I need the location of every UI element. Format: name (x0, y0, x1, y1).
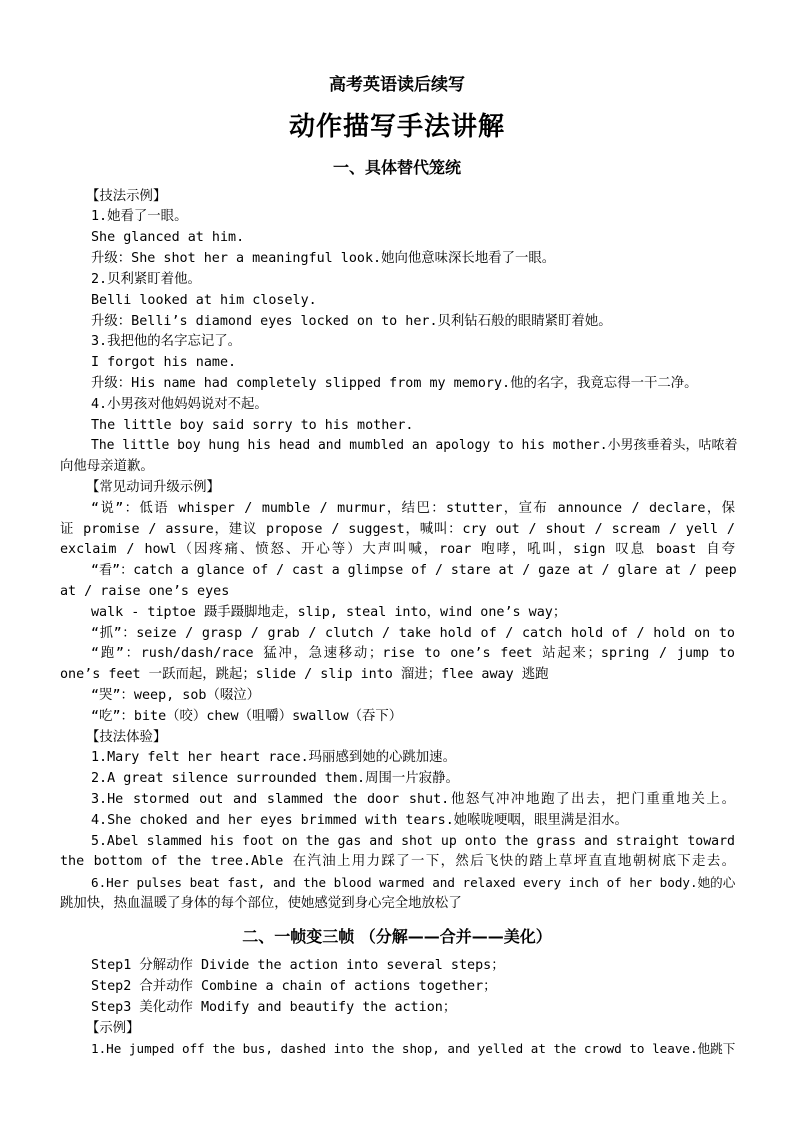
example-1-english: She glanced at him. (91, 230, 245, 245)
practice-label: 【技法体验】 (86, 730, 167, 745)
practice-4: 4.She choked and her eyes brimmed with tears.她喉咙哽咽，眼里满是泪水。 (91, 813, 628, 828)
verb-say: “说”：低语 whisper / mumble / murmur，结巴：stutter，宣布 announce / declare，保 (91, 501, 735, 516)
verb-walk: walk - tiptoe 蹑手蹑脚地走，slip, steal into，wind one’s way； (91, 605, 567, 620)
example-2-upgrade: 升级：Belli’s diamond eyes locked on to her.贝利钻石般的眼睛紧盯着她。 (91, 314, 612, 329)
verb-run-cont: one’s feet 一跃而起，跳起；slide / slip into 溜进；flee away 逃跑 (60, 667, 549, 682)
practice-3: 3.He stormed out and slammed the door shut.他怒气冲冲地跑了出去，把门重重地关上。 (91, 792, 735, 807)
practice-5: 5.Abel slammed his foot on the gas and shot up onto the grass and straight toward (91, 834, 735, 849)
example-2-english: Belli looked at him closely. (91, 293, 317, 308)
practice-6: 6.Her pulses beat fast, and the blood warmed and relaxed every inch of her body.她的心 (91, 875, 736, 890)
example-4-upgrade-cont: 向他母亲道歉。 (60, 459, 154, 474)
example-1-upgrade: 升级：She shot her a meaningful look.她向他意味深长地看了一眼。 (91, 251, 556, 266)
verb-cry: “哭”：weep, sob（啜泣） (91, 688, 261, 703)
practice-6-cont: 跳加快，热血温暖了身体的每个部位，使她感觉到身心完全地放松了 (60, 896, 462, 911)
verbs-label: 【常见动词升级示例】 (86, 480, 220, 495)
example-3: 3.我把他的名字忘记了。 (91, 334, 242, 349)
example-4-english: The little boy said sorry to his mother. (91, 418, 414, 433)
verb-see: “看”：catch a glance of / cast a glimpse of / stare at / gaze at / glare at / peep (91, 563, 737, 578)
practice-2: 2.A great silence surrounded them.周围一片寂静。 (91, 771, 459, 786)
example-3-english: I forgot his name. (91, 355, 237, 370)
section2-heading: 二、一帧变三帧 （分解——合并——美化） (242, 927, 552, 946)
examples-label: 【技法示例】 (86, 189, 167, 204)
example-3-upgrade: 升级：His name had completely slipped from my memory.他的名字，我竟忘得一干二净。 (91, 376, 698, 391)
step-3: Step3 美化动作 Modify and beautify the action； (91, 1000, 457, 1015)
example-1: 1.她看了一眼。 (91, 209, 188, 224)
practice-1: 1.Mary felt her heart race.玛丽感到她的心跳加速。 (91, 750, 456, 765)
verb-run: “跑”：rush/dash/race 猛冲，急速移动；rise to one’s feet 站起来；spring / jump to (91, 646, 735, 661)
example-4-upgrade: The little boy hung his head and mumbled an apology to his mother.小男孩垂着头，咕哝着 (91, 438, 738, 453)
step-2: Step2 合并动作 Combine a chain of actions together； (91, 979, 497, 994)
practice-5-cont: the bottom of the tree.Able 在汽油上用力踩了一下，然后飞快的踏上草坪直直地朝树底下走去。 (60, 854, 735, 869)
example-4: 4.小男孩对他妈妈说对不起。 (91, 397, 268, 412)
document-title: 高考英语读后续写 (329, 75, 465, 95)
verb-say-cont: 证 promise / assure，建议 propose / suggest，喊叫：cry out / shout / scream / yell / (60, 522, 735, 537)
verb-see-cont: at / raise one’s eyes (60, 584, 230, 599)
example-2: 2.贝利紧盯着他。 (91, 272, 201, 287)
section1-heading: 一、具体替代笼统 (332, 158, 461, 177)
example-sentence-1: 1.He jumped off the bus, dashed into the shop, and yelled at the crowd to leave.他跳下 (91, 1041, 736, 1056)
step-1: Step1 分解动作 Divide the action into several steps； (91, 958, 505, 973)
verb-eat: “吃”：bite（咬）chew（咀嚼）swallow（吞下） (91, 709, 403, 724)
verb-say-cont: exclaim / howl（因疼痛、愤怒、开心等）大声叫喊，roar 咆哮，吼叫，sign 叹息 boast 自夸 (60, 542, 735, 557)
example-label: 【示例】 (86, 1021, 140, 1036)
document-subtitle: 动作描写手法讲解 (288, 112, 505, 142)
verb-grab: “抓”：seize / grasp / grab / clutch / take hold of / catch hold of / hold on to (91, 626, 735, 641)
